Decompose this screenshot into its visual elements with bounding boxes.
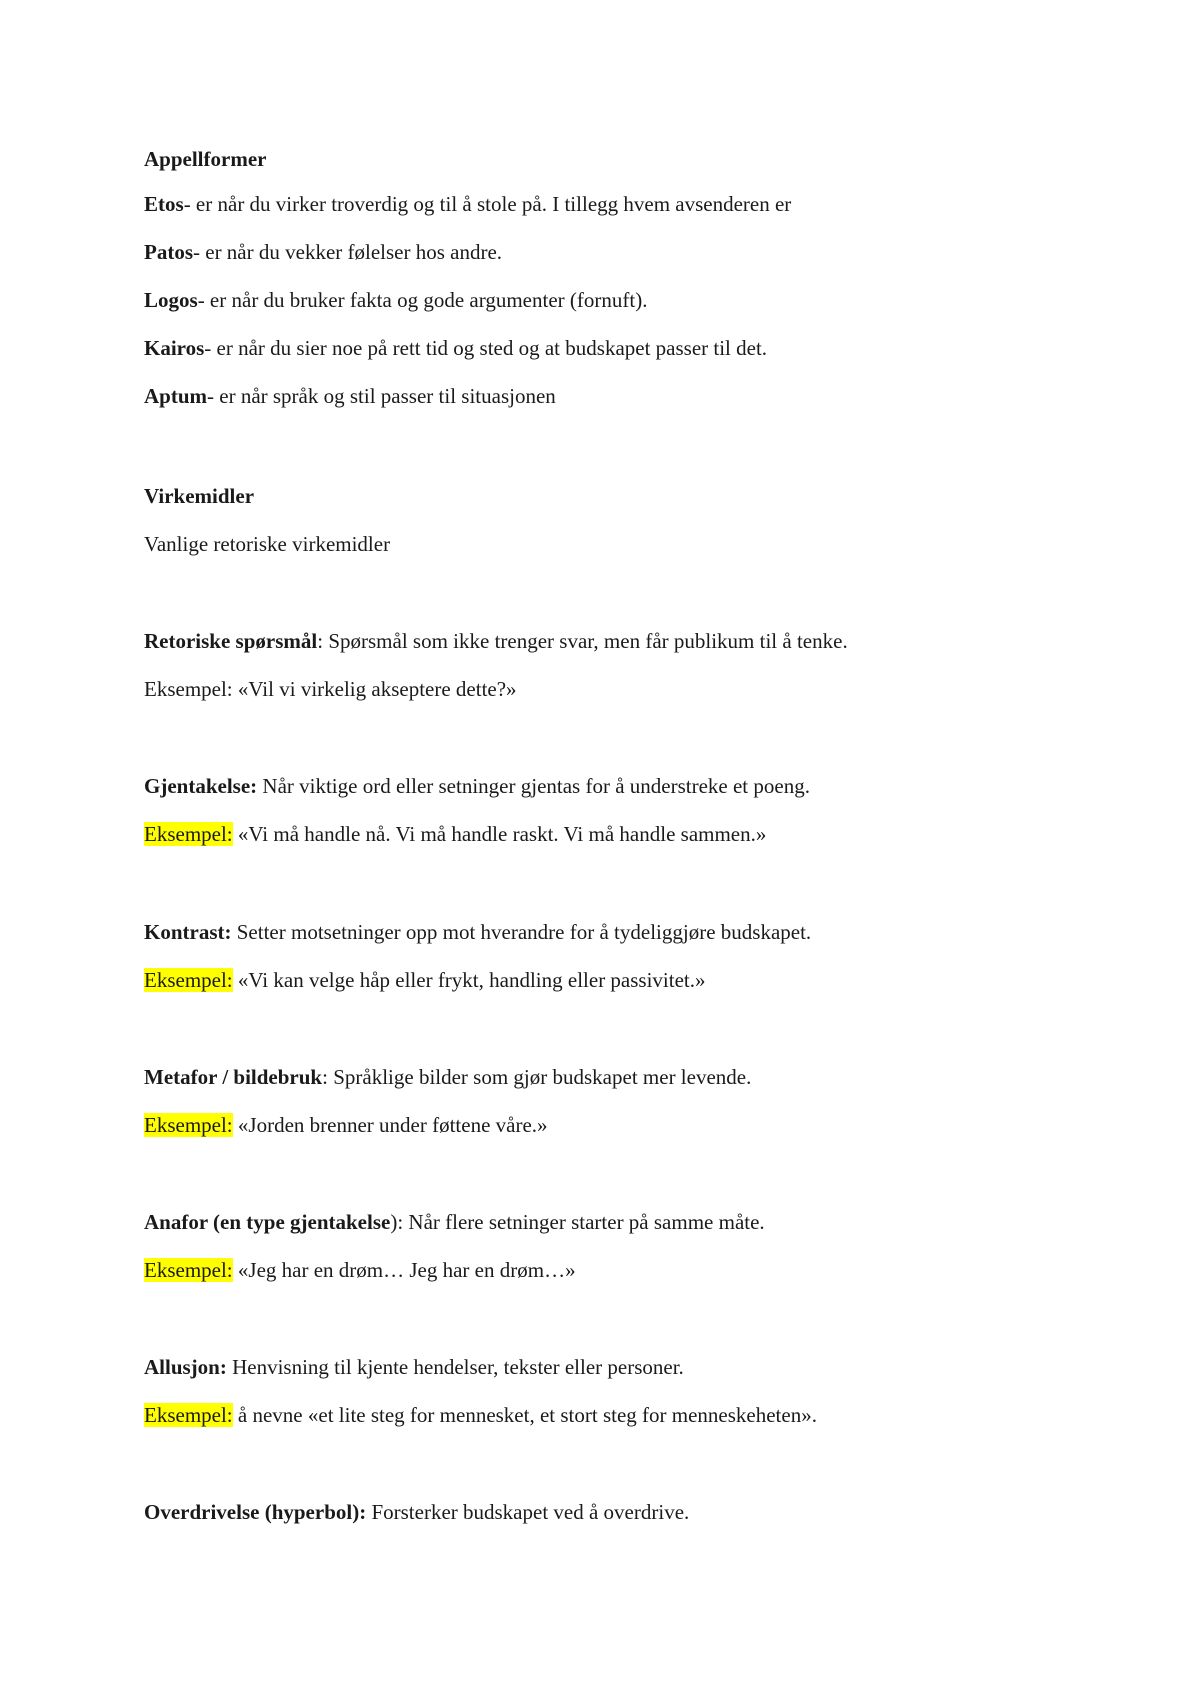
appell-aptum (144, 382, 556, 410)
appell-kairos (144, 334, 767, 362)
definition: Forsterker budskapet ved å overdrive. (366, 1500, 690, 1524)
example-anafor (144, 1256, 576, 1284)
definition: : Språklige bilder som gjør budskapet mer levende. (322, 1065, 752, 1089)
term: Metafor / bildebruk (144, 1065, 323, 1089)
example-label-highlighted: Eksempel: (144, 1403, 233, 1427)
definition: ): Når flere setninger starter på samme måte. (390, 1210, 765, 1234)
example-label-highlighted: Eksempel: (144, 822, 233, 846)
term: Logos (144, 288, 198, 312)
virkemiddel-retoriske-sporsmal (144, 627, 848, 655)
example-kontrast (144, 966, 706, 994)
virkemiddel-kontrast (144, 918, 811, 946)
term: Kontrast: (144, 920, 232, 944)
definition: - er når du sier noe på rett tid og sted og at budskapet passer til det. (204, 336, 768, 360)
example-label: Eksempel: (144, 677, 233, 701)
definition: - er når du vekker følelser hos andre. (193, 240, 503, 264)
example-text: «Vi kan velge håp eller frykt, handling eller passivitet.» (232, 968, 706, 992)
example-text: «Vi må handle nå. Vi må handle raskt. Vi må handle sammen.» (232, 822, 767, 846)
example-label-highlighted: Eksempel: (144, 1258, 233, 1282)
example-text: «Jorden brenner under føttene våre.» (232, 1113, 548, 1137)
term: Kairos (144, 336, 205, 360)
example-text: å nevne «et lite steg for mennesket, et stort steg for menneskeheten». (232, 1403, 817, 1427)
definition: Henvisning til kjente hendelser, tekster eller personer. (226, 1355, 684, 1379)
example-retoriske-sporsmal (144, 675, 517, 703)
subheading-virkemidler: Vanlige retoriske virkemidler (144, 532, 391, 556)
virkemiddel-gjentakelse (144, 772, 810, 800)
example-text: «Jeg har en drøm… Jeg har en drøm…» (232, 1258, 576, 1282)
heading-virkemidler: Virkemidler (144, 484, 255, 508)
example-allusjon (144, 1401, 817, 1429)
appell-etos (144, 190, 791, 218)
heading-appellformer: Appellformer (144, 147, 267, 171)
definition: Når viktige ord eller setninger gjentas for å understreke et poeng. (257, 774, 810, 798)
term: Anafor (en type gjentakelse (144, 1210, 391, 1234)
term: Allusjon: (144, 1355, 227, 1379)
term: Etos (144, 192, 184, 216)
virkemiddel-overdrivelse (144, 1498, 689, 1526)
term: Aptum (144, 384, 208, 408)
example-gjentakelse (144, 820, 766, 848)
term: Retoriske spørsmål (144, 629, 318, 653)
term: Overdrivelse (hyperbol): (144, 1500, 367, 1524)
virkemiddel-metafor (144, 1063, 751, 1091)
example-metafor (144, 1111, 548, 1139)
term: Patos (144, 240, 193, 264)
definition: Setter motsetninger opp mot hverandre for å tydeliggjøre budskapet. (231, 920, 812, 944)
example-text: «Vil vi virkelig akseptere dette?» (232, 677, 517, 701)
virkemiddel-anafor (144, 1208, 765, 1236)
definition: - er når du virker troverdig og til å stole på. I tillegg hvem avsenderen er (183, 192, 792, 216)
appell-patos (144, 238, 502, 266)
definition: - er når språk og stil passer til situasjonen (207, 384, 556, 408)
definition: : Spørsmål som ikke trenger svar, men får publikum til å tenke. (317, 629, 848, 653)
example-label-highlighted: Eksempel: (144, 1113, 233, 1137)
appell-logos (144, 286, 647, 314)
definition: - er når du bruker fakta og gode argumenter (fornuft). (197, 288, 648, 312)
example-label-highlighted: Eksempel: (144, 968, 233, 992)
virkemiddel-allusjon (144, 1353, 684, 1381)
term: Gjentakelse: (144, 774, 258, 798)
